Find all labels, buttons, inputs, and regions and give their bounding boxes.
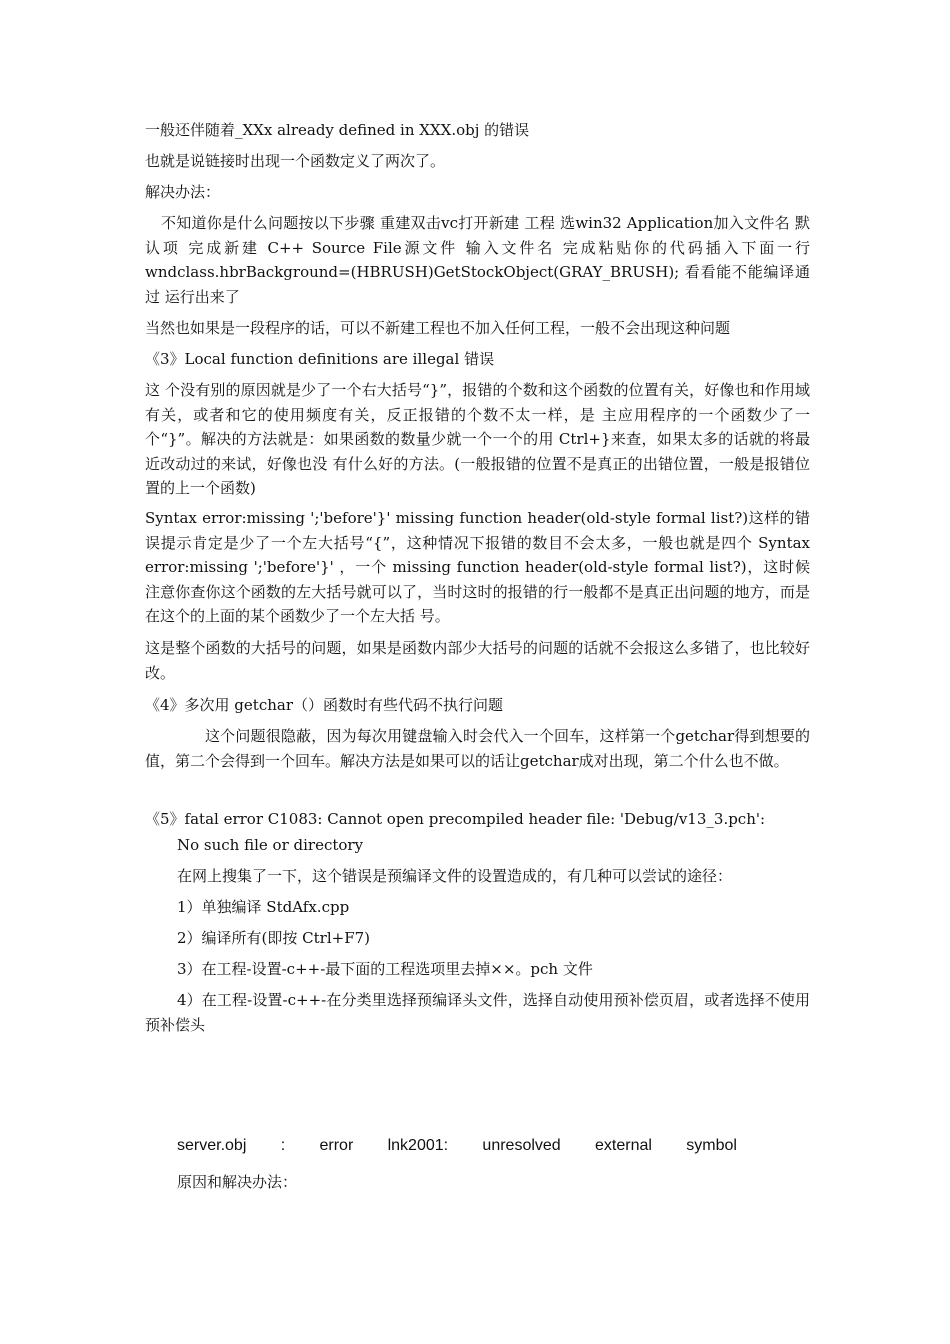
- error-line-lnk2001: [177, 1134, 737, 1158]
- error-word: error: [319, 1137, 354, 1154]
- error-word: symbol: [686, 1137, 737, 1154]
- error-word: external: [595, 1137, 652, 1154]
- error-word: server.obj: [177, 1137, 247, 1154]
- list-item-4: 4）在工程-设置-c++-在分类里选择预编译头文件，选择自动使用预补偿页眉，或者选择不使用预补偿头: [145, 991, 810, 1034]
- paragraph-brace-summary: 这是整个函数的大括号的问题，如果是函数内部少大括号的问题的话就不会报这么多错了，也比较好改。: [145, 639, 810, 682]
- paragraph-syntax-error: Syntax error:missing ';'before'}' missing function header(old-style formal list?)这样的错误提示肯定是少了一个左大括号“{”，这种情况下报错的数目不会太多，一般也就是四个 Syntax error:missing ';'before'}' ，一个 missing function header(old-style formal list?)，这时候注意你查你这个函数的左大括号就可以了，当时这时的报错的行一般都不是真正出问题的地方，而是在这个的上面的某个函数少了一个左大括 号。: [145, 509, 810, 625]
- paragraph-solution-heading: 解决办法：: [145, 183, 221, 201]
- paragraph-cause-solution: 原因和解决办法：: [177, 1173, 298, 1191]
- heading-section-5: 《5》fatal error C1083: Cannot open precompiled header file: 'Debug/v13_3.pch':: [145, 810, 766, 828]
- error-word: lnk2001:: [387, 1137, 449, 1154]
- list-item-1: 1）单独编译 StdAfx.cpp: [177, 898, 350, 916]
- paragraph-missing-brace: 这 个没有别的原因就是少了一个右大括号“}”，报错的个数和这个函数的位置有关，好像也和作用域有关，或者和它的使用频度有关，反正报错的个数不太一样，是 主应用程序的一个函数少了一个“}”。解决的方法就是：如果函数的数量少就一个一个的用 Ctrl+}来查，如果太多的话就的将最近改动过的来试，好像也没 有什么好的方法。(一般报错的位置不是真正的出错位置，一般是报错位置的上一个函数): [145, 381, 810, 497]
- paragraph-precompiled-intro: 在网上搜集了一下，这个错误是预编译文件的设置造成的，有几种可以尝试的途径：: [177, 867, 733, 885]
- paragraph-no-such-file: No such file or directory: [177, 836, 364, 854]
- heading-section-4: 《4》多次用 getchar（）函数时有些代码不执行问题: [145, 696, 503, 714]
- list-item-2: 2）编译所有(即按 Ctrl+F7): [177, 929, 371, 947]
- paragraph-getchar: 这个问题很隐蔽，因为每次用键盘输入时会代入一个回车，这样第一个getchar得到想要的值，第二个会得到一个回车。解决方法是如果可以的话让getchar成对出现，第二个什么也不做。: [145, 727, 810, 770]
- error-word: :: [280, 1137, 286, 1154]
- list-item-3: 3）在工程-设置-c++-最下面的工程选项里去掉××。pch 文件: [177, 960, 593, 978]
- paragraph-no-project-note: 当然也如果是一段程序的话，可以不新建工程也不加入任何工程，一般不会出现这种问题: [145, 319, 731, 337]
- paragraph-already-defined: 一般还伴随着_XXx already defined in XXX.obj 的错误: [145, 121, 530, 139]
- paragraph-link-explanation: 也就是说链接时出现一个函数定义了两次了。: [145, 152, 446, 170]
- heading-section-3: 《3》Local function definitions are illegal 错误: [145, 350, 495, 368]
- paragraph-rebuild-steps: 不知道你是什么问题按以下步骤 重建双击vc打开新建 工程 选win32 Application加入文件名 默认项 完成新建 C++ Source File源文件 输入文件名 完成粘贴你的代码插入下面一行 wndclass.hbrBackground=(HBRUSH)GetStockObject(GRAY_BRUSH); 看看能不能编译通过 运行出来了: [145, 214, 810, 306]
- error-word: unresolved: [482, 1137, 561, 1154]
